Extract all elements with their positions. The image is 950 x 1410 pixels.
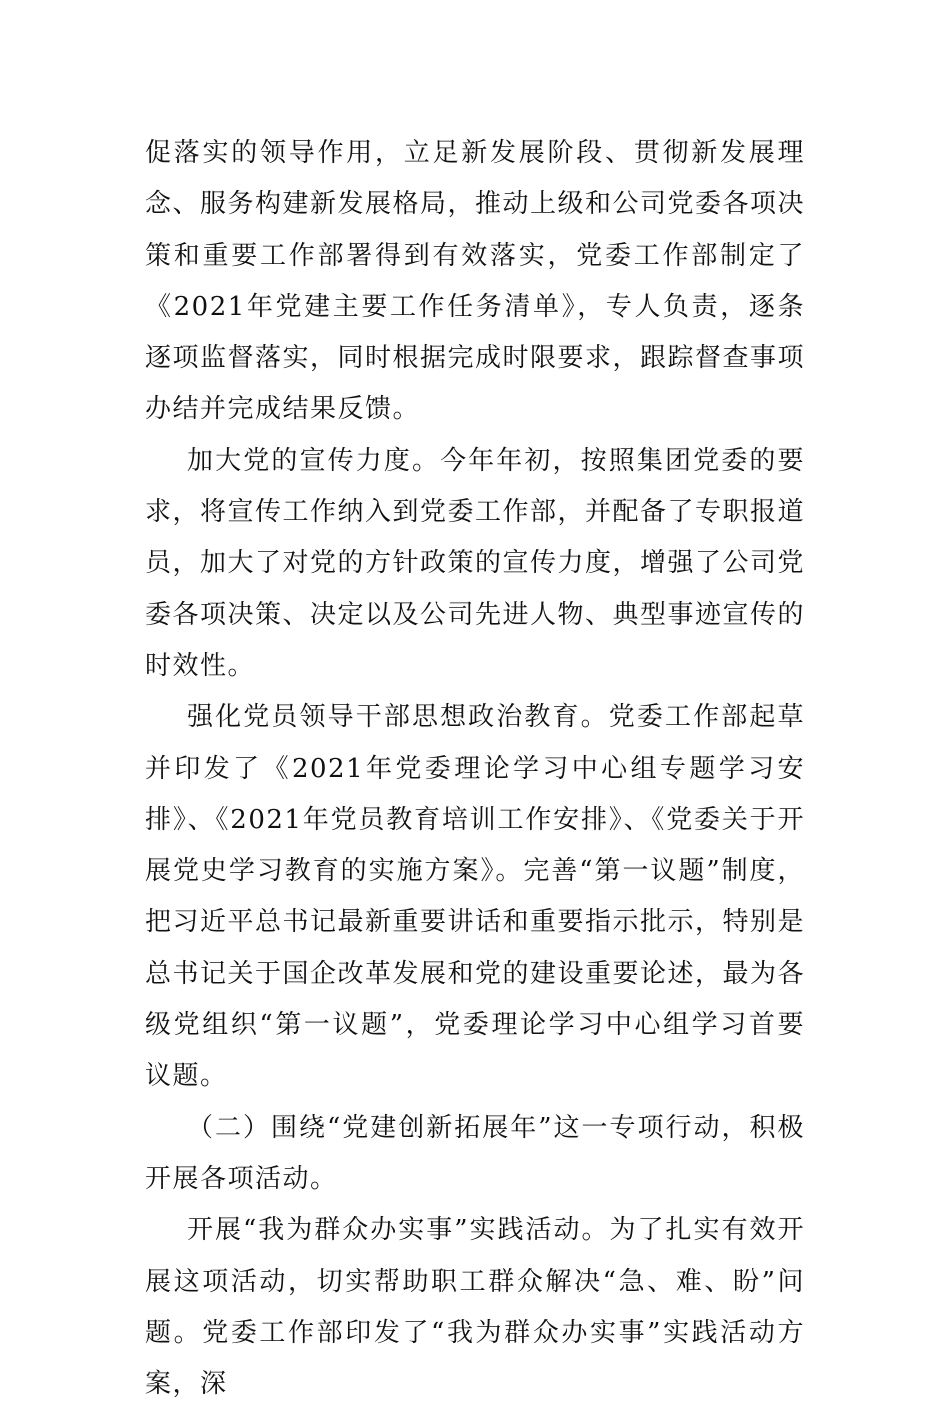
paragraph-practice-activity: 开展“我为群众办实事”实践活动。为了扎实有效开展这项活动，切实帮助职工群众解决“急、难、盼”问题。党委工作部印发了“我为群众办实事”实践活动方案，深 <box>145 1215 805 1400</box>
document-page <box>145 128 805 1410</box>
paragraph-political-education: 强化党员领导干部思想政治教育。党委工作部起草并印发了《2021年党委理论学习中心组专题学习安排》、《2021年党员教育培训工作安排》、《党委关于开展党史学习教育的实施方案》。完善“第一议题”制度，把习近平总书记最新重要讲话和重要指示批示，特别是总书记关于国企改革发展和党的建设重要论述，最为各级党组织“第一议题”，党委理论学习中心组学习首要议题。 <box>145 702 806 1092</box>
paragraph-continuation: 促落实的领导作用，立足新发展阶段、贯彻新发展理念、服务构建新发展格局，推动上级和公司党委各项决策和重要工作部署得到有效落实，党委工作部制定了《2021年党建主要工作任务清单》，专人负责，逐条逐项监督落实，同时根据完成时限要求，跟踪督查事项办结并完成结果反馈。 <box>145 138 806 425</box>
paragraph-publicity: 加大党的宣传力度。今年年初，按照集团党委的要求，将宣传工作纳入到党委工作部，并配备了专职报道员，加大了对党的方针政策的宣传力度，增强了公司党委各项决策、决定以及公司先进人物、典型事迹宣传的时效性。 <box>145 445 806 681</box>
section-heading-2: （二）围绕“党建创新拓展年”这一专项行动，积极开展各项活动。 <box>145 1112 805 1194</box>
